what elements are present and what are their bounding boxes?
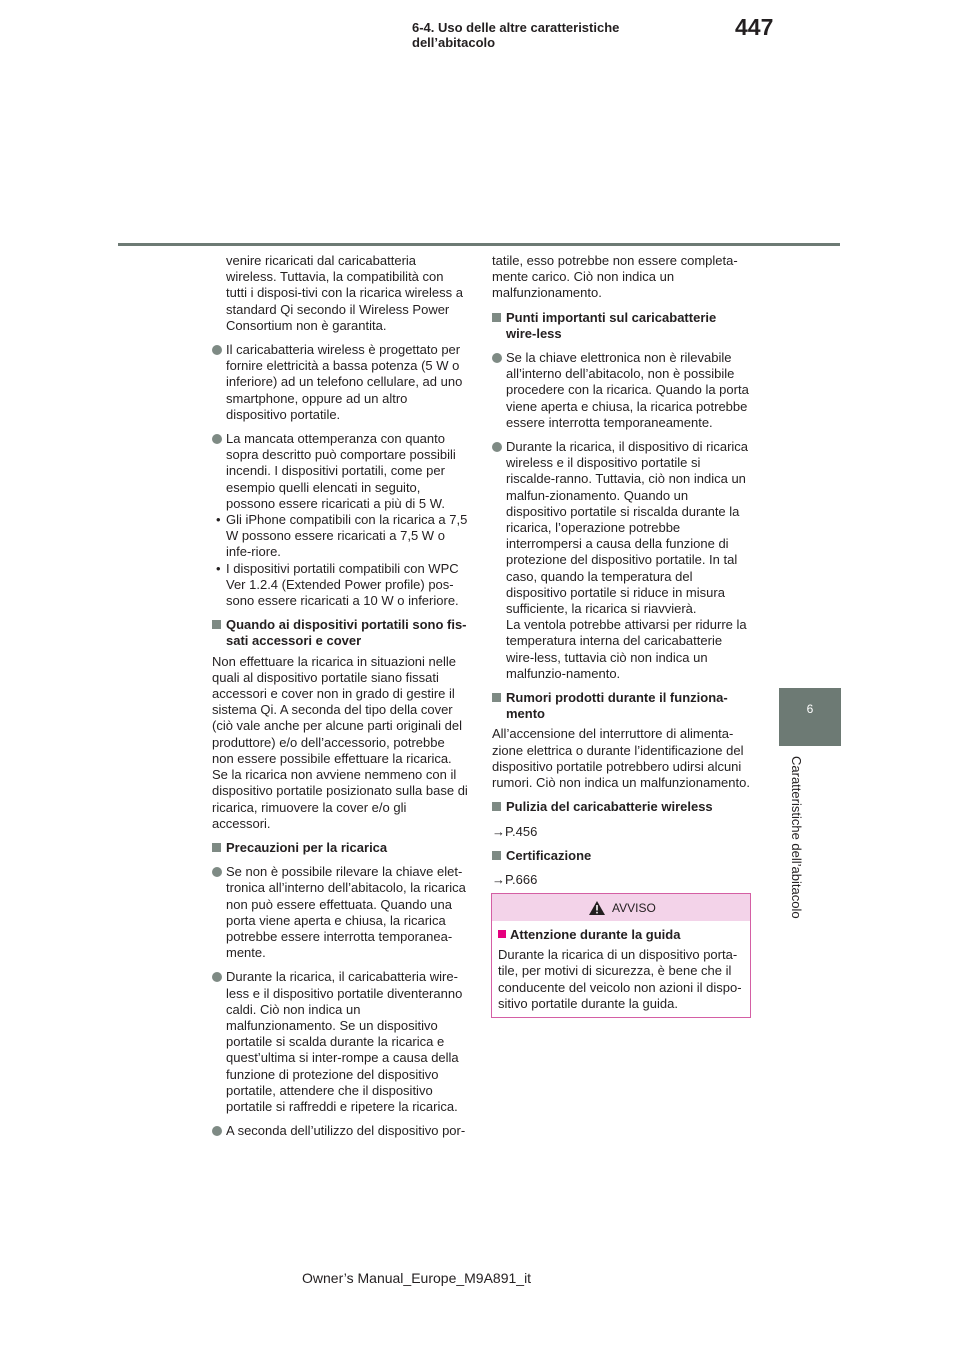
warning-box	[491, 893, 751, 1018]
section-heading	[492, 690, 750, 722]
square-icon	[492, 313, 501, 322]
bullet-icon	[492, 442, 502, 452]
warning-text: Durante la ricarica di un dispositivo porta-tile, per motivi di sicurezza, è bene che il conducente del veicolo non azioni il dispo-sitivo portatile durante la guida.	[498, 947, 742, 1011]
sub-item	[212, 512, 468, 561]
chapter-label: Caratteristiche dell’abitacolo	[789, 756, 804, 919]
section-heading	[492, 310, 750, 342]
section-heading	[492, 848, 750, 864]
paragraph: La ventola potrebbe attivarsi per ridurre la temperatura interna del caricabatterie wire-less, tuttavia ciò non indica un malfunzio-namento.	[506, 617, 747, 681]
heading-text: Pulizia del caricabatterie wireless	[506, 799, 713, 815]
paragraph: All’accensione del interruttore di alimenta-zione elettrica o durante l’identificazione del dispositivo portatile potrebbero udirsi alcuni rumori. Ciò non indica un malfunzionamento.	[492, 726, 750, 791]
section-heading	[492, 799, 750, 815]
paragraph: Non effettuare la ricarica in situazioni nelle quali al dispositivo portatile siano fissati accessori e cover non in grado di gestire il sistema Qi. A seconda del tipo della cover (ciò vale anche per alcune parti originali del produttore) e/o dell’accessorio, potrebbe non essere possibile effettuare la ricarica.	[212, 653, 463, 766]
bullet-text: Se non è possibile rilevare la chiave elet-tronica all’interno dell’abitacolo, la ricarica non può essere effettuata. Quando una porta viene aperta e chiusa, la ricarica potrebbe essere interrotta temporanea-mente.	[226, 864, 466, 961]
footer-text: Owner’s Manual_Europe_M9A891_it	[302, 1270, 532, 1286]
page-reference[interactable]: →P.666	[492, 871, 538, 887]
bullet-item	[212, 431, 468, 512]
heading-text: Attenzione durante la guida	[510, 927, 681, 942]
paragraph: venire ricaricati dal caricabatteria wireless. Tuttavia, la compatibilità con tutti i disposi-tivi con la ricarica wireless a standard Qi secondo il Wireless Power Consortium non è garantita.	[226, 253, 463, 333]
bullet-item	[212, 1123, 468, 1139]
dot-marker: •	[216, 512, 221, 528]
chapter-number: 6	[806, 702, 814, 716]
square-icon	[492, 693, 501, 702]
warning-heading	[498, 927, 744, 943]
bullet-text: La mancata ottemperanza con quanto sopra descritto può comportare possibili incendi. I dispositivi portatili, come per esempio quelli elencati in seguito, possono essere ricaricati a più di 5 W.	[226, 431, 456, 511]
warning-body	[492, 921, 750, 1012]
bullet-icon	[212, 1126, 222, 1136]
bullet-item	[212, 342, 468, 423]
bullet-icon	[492, 353, 502, 363]
bullet-text: A seconda dell’utilizzo del dispositivo por-	[226, 1123, 466, 1139]
warning-triangle-icon	[588, 900, 606, 921]
square-icon	[212, 843, 221, 852]
page-reference[interactable]: →P.456	[492, 823, 538, 839]
sub-item	[212, 561, 468, 610]
right-column	[492, 253, 750, 896]
bullet-item	[492, 350, 750, 431]
left-column	[212, 253, 468, 1147]
bullet-icon	[212, 867, 222, 877]
warning-header	[492, 894, 750, 921]
sub-item-text: I dispositivi portatili compatibili con WPC Ver 1.2.4 (Extended Power profile) pos-sono essere ricaricati a 10 W o inferiore.	[226, 560, 459, 609]
bullet-icon	[212, 345, 222, 355]
square-icon	[498, 930, 506, 938]
bullet-item	[212, 969, 468, 1115]
bullet-text: Durante la ricarica, il dispositivo di ricarica wireless e il dispositivo portatile si riscalde-ranno. Tuttavia, ciò non indica un malfun-zionamento. Quando un dispositivo portatile si riscalda durante la ricarica, l’operazione potrebbe interrompersi a causa della funzione di protezione del dispositivo portatile. In tal caso, quando la temperatura del dispositivo portatile si riduce in misura sufficiente, la ricarica si riavvierà.	[506, 439, 749, 617]
section-heading	[212, 617, 468, 649]
bullet-text: Se la chiave elettronica non è rilevabile all’interno dell’abitacolo, non è possibile procedere con la ricarica. Quando la porta viene aperta e chiusa, la ricarica potrebbe essere interrotta temporaneamente.	[506, 350, 749, 430]
bullet-text: Il caricabatteria wireless è progettato per fornire elettricità a bassa potenza (5 W o inferiore) ad un telefono cellulare, ad uno smartphone, oppure ad un altro dispositivo portatile.	[226, 342, 463, 422]
bullet-item	[212, 864, 468, 961]
square-icon	[492, 851, 501, 860]
bullet-icon	[212, 972, 222, 982]
sub-item-text: Gli iPhone compatibili con la ricarica a 7,5 W possono essere ricaricati a 7,5 W o infe-riore.	[226, 512, 468, 560]
dot-marker: •	[216, 560, 221, 576]
bullet-icon	[212, 434, 222, 444]
heading-text: Punti importanti sul caricabatterie wire-less	[506, 309, 717, 341]
section-title: 6-4. Uso delle altre caratteristiche dell’abitacolo	[412, 20, 620, 50]
bullet-text: Durante la ricarica, il caricabatteria wire-less e il dispositivo portatile diventeranno caldi. Ciò non indica un malfunzionamento. Se un dispositivo portatile si scalda durante la ricarica e quest’ultima si inter-rompe a causa della funzione di protezione del dispositivo portatile, attendere che il dispositivo portatile si raffreddi e ripetere la ricarica.	[226, 969, 463, 1114]
heading-text: Quando ai dispositivi portatili sono fis-sati accessori e cover	[226, 617, 467, 649]
paragraph: tatile, esso potrebbe non essere completa-mente carico. Ciò non indica un malfunzionamento.	[492, 253, 738, 301]
square-icon	[212, 620, 221, 629]
header-rule	[118, 243, 840, 246]
bullet-item	[492, 439, 750, 617]
chapter-tab	[779, 688, 841, 746]
heading-text: Rumori prodotti durante il funziona-mento	[506, 690, 728, 722]
square-icon	[492, 802, 501, 811]
page-number: 447	[735, 14, 774, 40]
section-heading	[212, 840, 468, 856]
heading-text: Certificazione	[506, 847, 592, 863]
heading-text: Precauzioni per la ricarica	[226, 839, 388, 855]
paragraph: Se la ricarica non avviene nemmeno con il dispositivo portatile posizionato sulla base di ricarica, rimuovere la cover e/o gli accessori.	[212, 767, 468, 831]
warning-title: AVVISO	[612, 901, 656, 915]
